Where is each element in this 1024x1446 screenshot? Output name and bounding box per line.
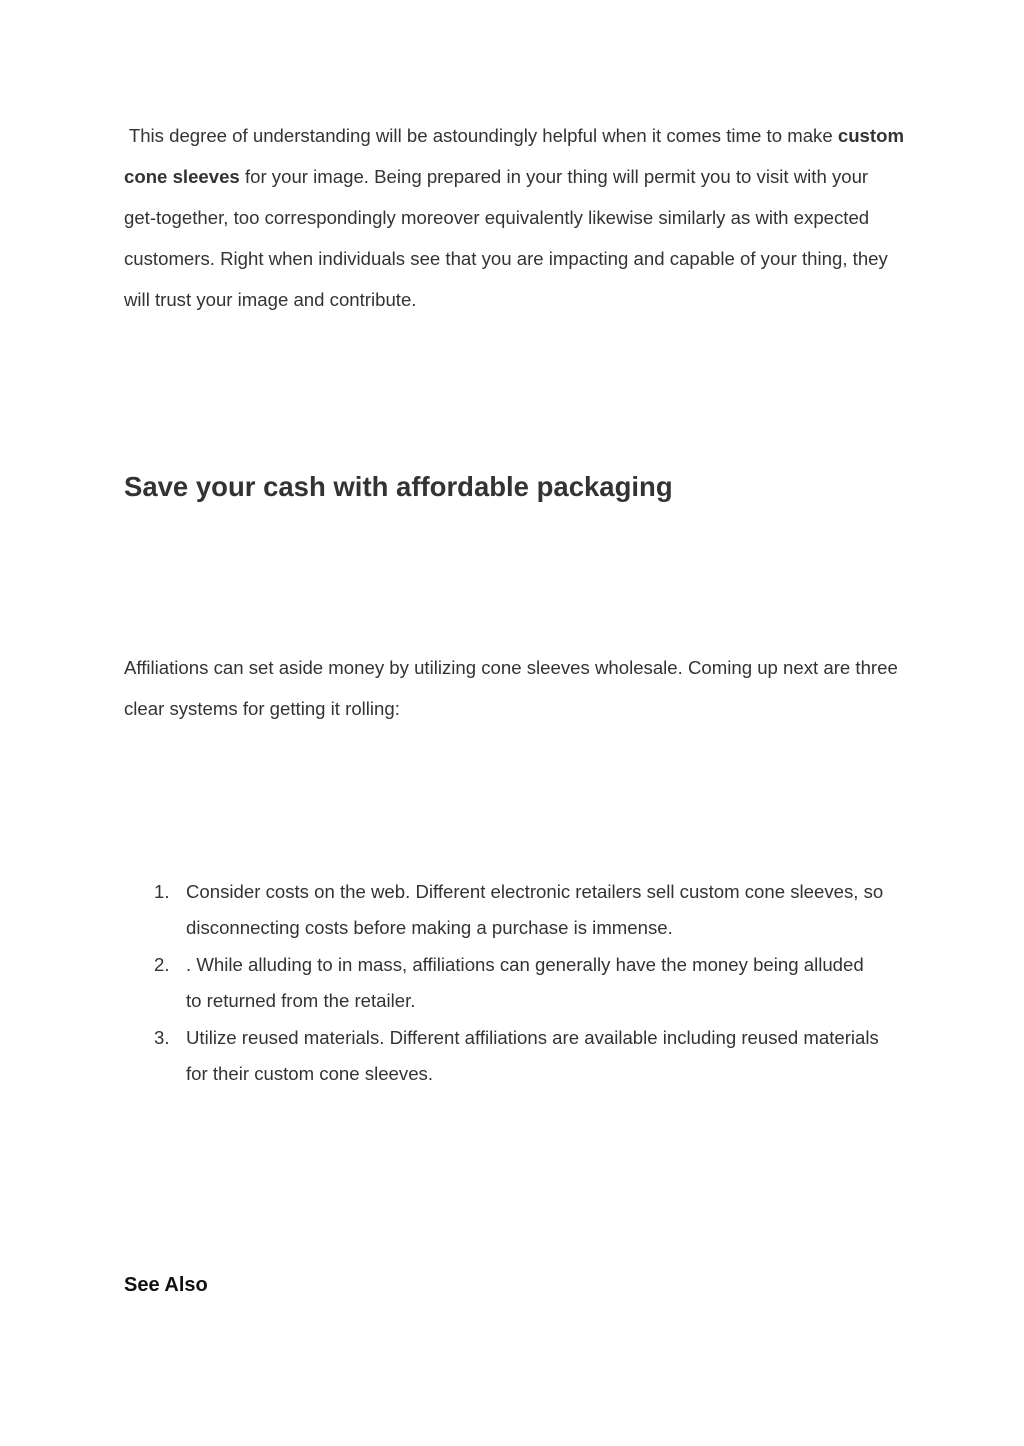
list-item — [124, 874, 884, 947]
list-item-text: Utilize reused materials. Different affiliations are available including reused materials for their custom cone sleeves. — [186, 1026, 879, 1085]
section-heading: Save your cash with affordable packaging — [124, 471, 673, 502]
list-item — [124, 947, 884, 1020]
bold-keyword: custom cone sleeves — [124, 125, 904, 187]
numbered-list — [124, 874, 884, 1092]
list-item-text: . While alluding to in mass, affiliations can generally have the money being alluded to returned from the retailer. — [186, 953, 864, 1012]
intro-paragraph — [124, 115, 904, 320]
list-item — [124, 1020, 884, 1093]
list-number: 2. — [154, 953, 170, 975]
intro-text-start: This degree of understanding will be astoundingly helpful when it comes time to make — [124, 125, 838, 146]
intro-text-end: for your image. Being prepared in your thing will permit you to visit with your get-together, too correspondingly moreover equivalently likewise similarly as with expected customers. Right when individuals see that you are impacting and capable of your thing, they will trust your image and contribute. — [124, 166, 888, 310]
list-item-text: Consider costs on the web. Different electronic retailers sell custom cone sleeves, so disconnecting costs before making a purchase is immense. — [186, 881, 884, 939]
list-number: 3. — [154, 1026, 170, 1048]
see-also-heading: See Also — [124, 1274, 208, 1296]
list-number: 1. — [154, 881, 170, 902]
section-paragraph: Affiliations can set aside money by utilizing cone sleeves wholesale. Coming up next are three clear systems for getting it rolling: — [124, 657, 898, 719]
